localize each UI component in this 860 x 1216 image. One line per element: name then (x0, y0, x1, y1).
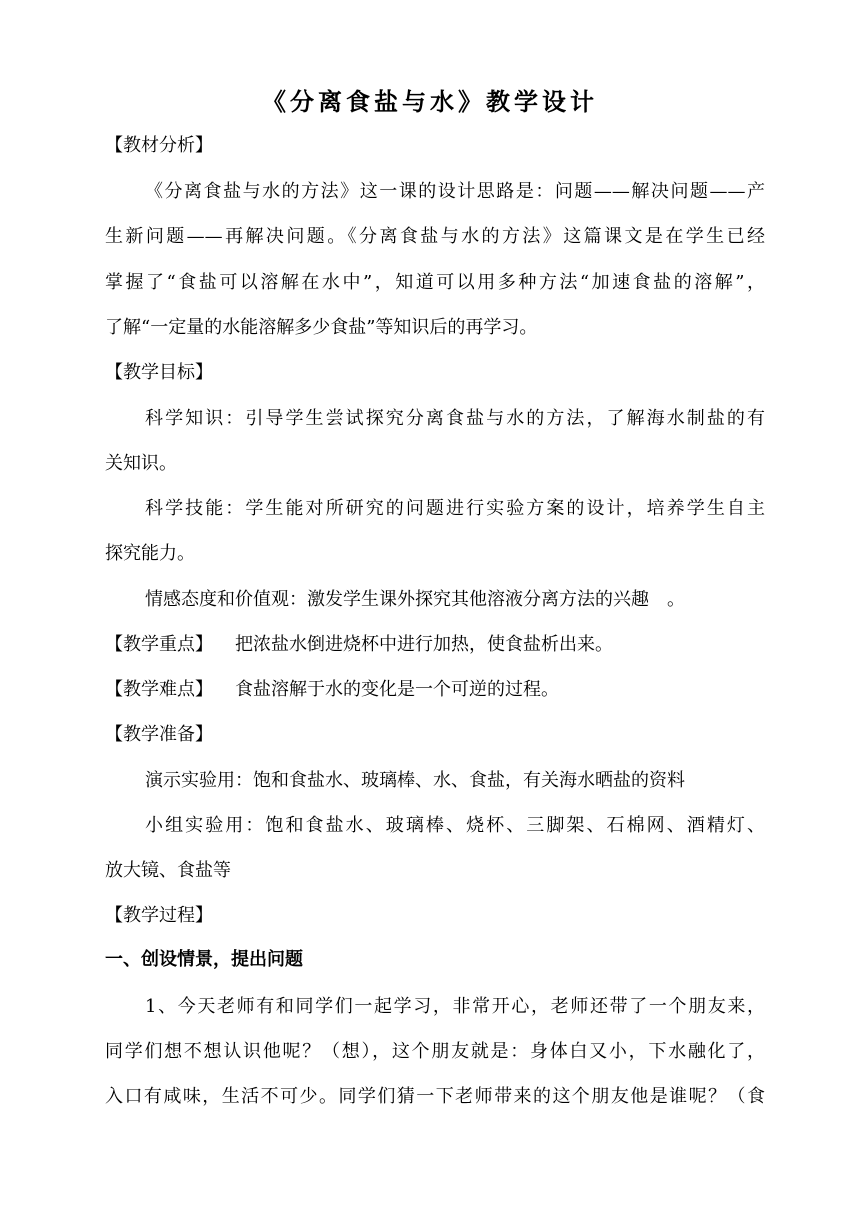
goal-knowledge-line: 科学知识：引导学生尝试探究分离食盐与水的方法，了解海水制盐的有 (145, 408, 765, 429)
difficulty-text: 食盐溶解于水的变化是一个可逆的过程。 (235, 679, 559, 700)
section-heading-analysis: 【教材分析】 (105, 135, 213, 156)
document-title: 《分离食盐与水》教学设计 (262, 87, 598, 116)
key-point-row (105, 633, 765, 657)
analysis-line: 《分离食盐与水的方法》这一课的设计思路是：问题——解决问题——产 (145, 181, 765, 202)
section-heading-prep: 【教学准备】 (105, 724, 213, 745)
analysis-line: 掌握了“食盐可以溶解在水中”，知道可以用多种方法“加速食盐的溶解”， (105, 272, 765, 293)
prep-group-line: 放大镜、食盐等 (105, 860, 231, 881)
goal-skill-line: 科学技能：学生能对所研究的问题进行实验方案的设计，培养学生自主 (145, 498, 765, 519)
step1-line: 入口有咸味，生活不可少。同学们猜一下老师带来的这个朋友他是谁呢？（食 (105, 1086, 765, 1107)
key-point-text: 把浓盐水倒进烧杯中进行加热，使食盐析出来。 (235, 634, 613, 655)
section-heading-difficulty: 【教学难点】 (105, 679, 213, 700)
step1-heading: 一、创设情景，提出问题 (105, 949, 303, 970)
step1-line: 同学们想不想认识他呢？（想），这个朋友就是：身体白又小，下水融化了， (105, 1041, 765, 1062)
analysis-line: 生新问题——再解决问题。《分离食盐与水的方法》这篇课文是在学生已经 (105, 226, 765, 247)
prep-demo-line: 演示实验用：饱和食盐水、玻璃棒、水、食盐，有关海水晒盐的资料 (145, 770, 685, 791)
goal-attitude-line: 情感态度和价值观：激发学生课外探究其他溶液分离方法的兴趣 。 (145, 589, 685, 610)
section-heading-goals: 【教学目标】 (105, 362, 213, 383)
goal-skill-line: 探究能力。 (105, 543, 195, 564)
analysis-line: 了解“一定量的水能溶解多少食盐”等知识后的再学习。 (105, 317, 538, 338)
step1-line: 1、今天老师有和同学们一起学习，非常开心，老师还带了一个朋友来， (145, 996, 765, 1017)
goal-knowledge-line: 关知识。 (105, 453, 177, 474)
section-heading-process: 【教学过程】 (105, 905, 213, 926)
section-heading-key: 【教学重点】 (105, 634, 213, 655)
prep-group-line: 小组实验用：饱和食盐水、玻璃棒、烧杯、三脚架、石棉网、酒精灯、 (145, 815, 765, 836)
difficulty-row (105, 678, 765, 702)
